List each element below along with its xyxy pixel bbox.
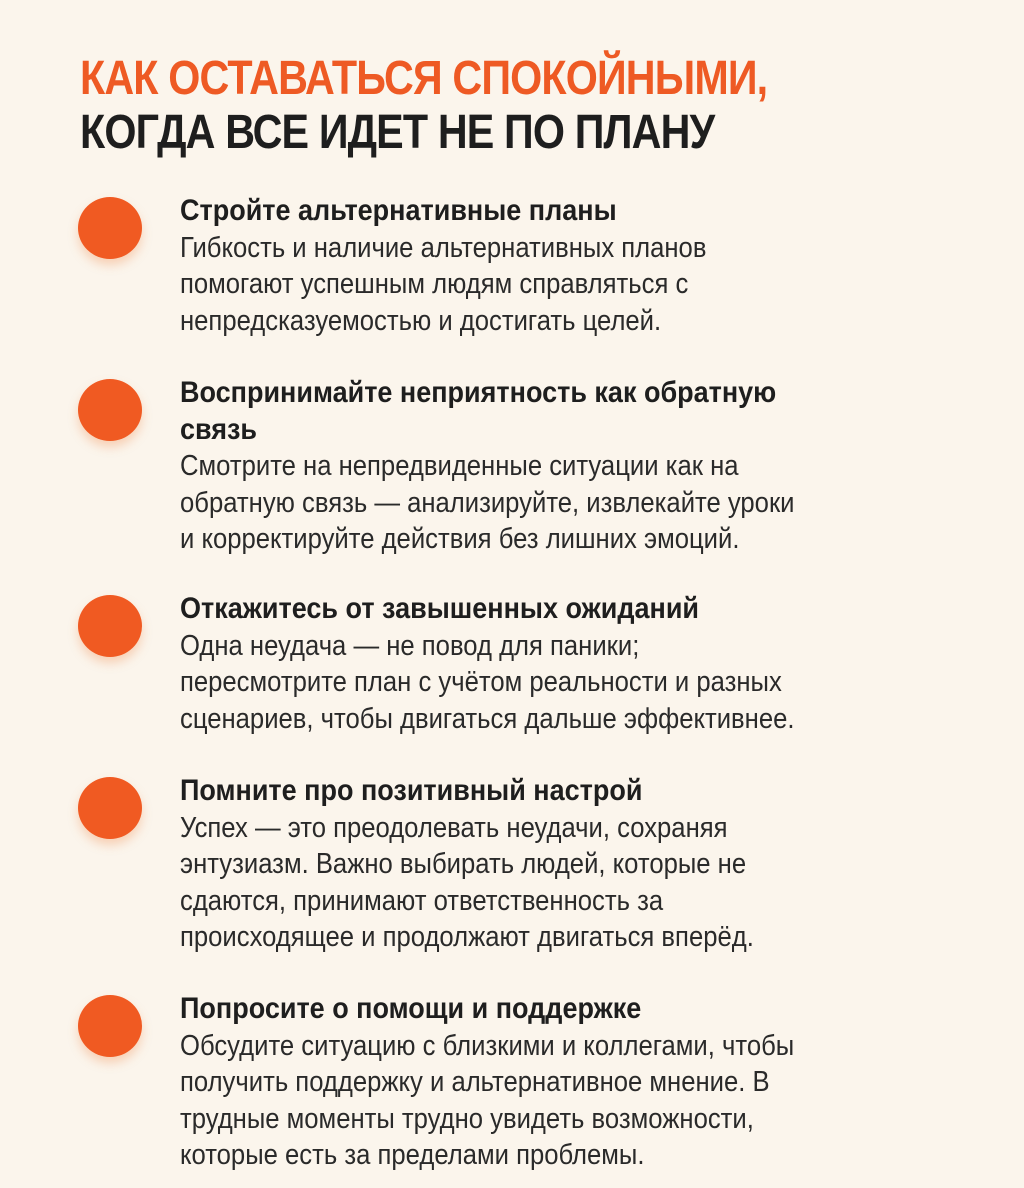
tip-body-line: Смотрите на непредвиденные ситуации как на bbox=[180, 450, 739, 482]
tip-body-line: пересмотрите план с учётом реальности и разных bbox=[180, 666, 782, 698]
tip-body-line: обратную связь — анализируйте, извлекайте уроки bbox=[180, 486, 795, 519]
tip-heading: связь bbox=[180, 412, 258, 446]
tip-text bbox=[180, 375, 795, 558]
tip-body-line: Успех — это преодолевать неудачи, сохраняя bbox=[180, 811, 728, 844]
tip-body-line: сценариев, чтобы двигаться дальше эффективнее. bbox=[180, 702, 795, 735]
tip-body-line: сдаются, принимают ответственность за bbox=[180, 884, 664, 917]
tip-body-line: непредсказуемостью и достигать целей. bbox=[180, 304, 662, 337]
tip-body-line: и корректируйте действия без лишних эмоций. bbox=[180, 523, 740, 555]
tip-heading: Помните про позитивный настрой bbox=[180, 774, 643, 807]
bullet-circle-icon bbox=[78, 595, 142, 657]
page-title bbox=[80, 52, 767, 160]
bullet-circle-icon bbox=[78, 197, 142, 259]
tip-body-line: происходящее и продолжают двигаться вперёд. bbox=[180, 921, 754, 953]
bullet-circle-icon bbox=[78, 995, 142, 1057]
tip-text bbox=[180, 773, 754, 956]
bullet-circle-icon bbox=[78, 379, 142, 441]
tip-body-line: помогают успешным людям справляться с bbox=[180, 268, 689, 300]
tip-body-line: Одна неудача — не повод для паники; bbox=[180, 629, 640, 662]
tip-text bbox=[180, 991, 794, 1174]
tip-heading: Попросите о помощи и поддержке bbox=[180, 992, 642, 1025]
title-line-2: КОГДА ВСЕ ИДЕТ НЕ ПО ПЛАНУ bbox=[80, 106, 715, 159]
tip-body-line: которые есть за пределами проблемы. bbox=[180, 1139, 645, 1171]
tip-body-line: энтузиазм. Важно выбирать людей, которые не bbox=[180, 848, 747, 880]
title-line-1: КАК ОСТАВАТЬСЯ СПОКОЙНЫМИ, bbox=[80, 52, 768, 105]
bullet-circle-icon bbox=[78, 777, 142, 839]
tip-heading: Стройте альтернативные планы bbox=[180, 194, 617, 227]
tip-body-line: трудные моменты трудно увидеть возможности, bbox=[180, 1102, 754, 1135]
tip-heading: Откажитесь от завышенных ожиданий bbox=[180, 592, 700, 625]
tip-body-line: Гибкость и наличие альтернативных планов bbox=[180, 231, 707, 264]
tip-heading: Воспринимайте неприятность как обратную bbox=[180, 376, 777, 409]
tip-body-line: получить поддержку и альтернативное мнение. В bbox=[180, 1066, 770, 1098]
tip-body-line: Обсудите ситуацию с близкими и коллегами, чтобы bbox=[180, 1029, 795, 1062]
tip-text bbox=[180, 591, 795, 737]
tip-text bbox=[180, 193, 706, 339]
